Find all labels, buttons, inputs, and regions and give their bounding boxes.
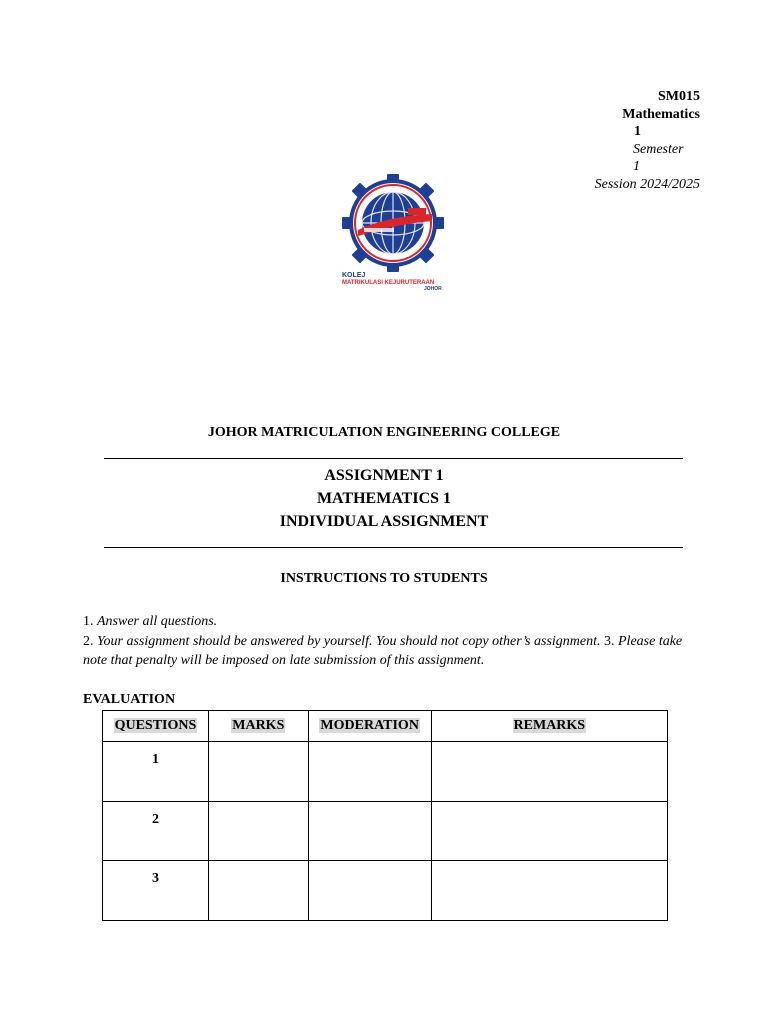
remarks-cell[interactable]: [431, 861, 667, 921]
session-label: Session 2024/2025: [594, 176, 700, 192]
marks-cell[interactable]: [208, 742, 308, 802]
column-header-remarks: REMARKS: [431, 711, 667, 742]
instruction-number: 2.: [83, 633, 94, 649]
divider-bottom: [104, 547, 683, 548]
instruction-text: Answer all questions.: [97, 614, 218, 629]
assignment-subject: MATHEMATICS 1: [316, 490, 452, 507]
assignment-title: ASSIGNMENT 1: [324, 467, 444, 484]
table-row: [103, 742, 668, 802]
assignment-title-block: [0, 464, 768, 533]
instruction-text: Please take note that penalty will be imposed on late submission of this assignment.: [83, 633, 683, 668]
instruction-number: 1.: [83, 614, 94, 629]
evaluation-heading: EVALUATION: [83, 692, 176, 707]
instruction-item: [83, 632, 683, 671]
column-header-marks: MARKS: [208, 711, 308, 742]
instructions-list: [83, 612, 683, 671]
marks-cell[interactable]: [208, 801, 308, 861]
table-header-row: [103, 711, 668, 742]
instruction-number: 3.: [604, 633, 615, 649]
semester-number: 1: [633, 159, 640, 174]
instructions-title: INSTRUCTIONS TO STUDENTS: [280, 571, 488, 586]
column-header-moderation: MODERATION: [308, 711, 431, 742]
logo-text-state: JOHOR: [424, 286, 442, 290]
remarks-cell[interactable]: [431, 801, 667, 861]
divider-top: [104, 458, 683, 459]
course-subject-number: 1: [634, 124, 641, 139]
college-name: JOHOR MATRICULATION ENGINEERING COLLEGE: [207, 425, 561, 440]
moderation-cell[interactable]: [308, 742, 431, 802]
question-number-cell: 1: [103, 742, 209, 802]
column-header-questions: QUESTIONS: [103, 711, 209, 742]
question-number-cell: 2: [103, 801, 209, 861]
table-row: [103, 861, 668, 921]
assignment-type: INDIVIDUAL ASSIGNMENT: [279, 513, 489, 530]
logo-text-kolej: KOLEJ: [342, 272, 366, 279]
instruction-text: Your assignment should be answered by yourself. You should not copy other’s assignment.: [97, 633, 601, 649]
instruction-item: [83, 612, 683, 632]
question-number-cell: 3: [103, 861, 209, 921]
course-code: SM015: [658, 89, 700, 104]
course-header: [560, 88, 700, 193]
semester-label: Semester: [633, 141, 684, 157]
evaluation-table: [102, 710, 668, 921]
logo-text-name: MATRIKULASI KEJURUTERAAN: [342, 280, 435, 286]
table-row: [103, 801, 668, 861]
course-subject: Mathematics: [622, 106, 700, 122]
moderation-cell[interactable]: [308, 861, 431, 921]
remarks-cell[interactable]: [431, 742, 667, 802]
college-logo-icon: [336, 174, 450, 290]
moderation-cell[interactable]: [308, 801, 431, 861]
marks-cell[interactable]: [208, 861, 308, 921]
